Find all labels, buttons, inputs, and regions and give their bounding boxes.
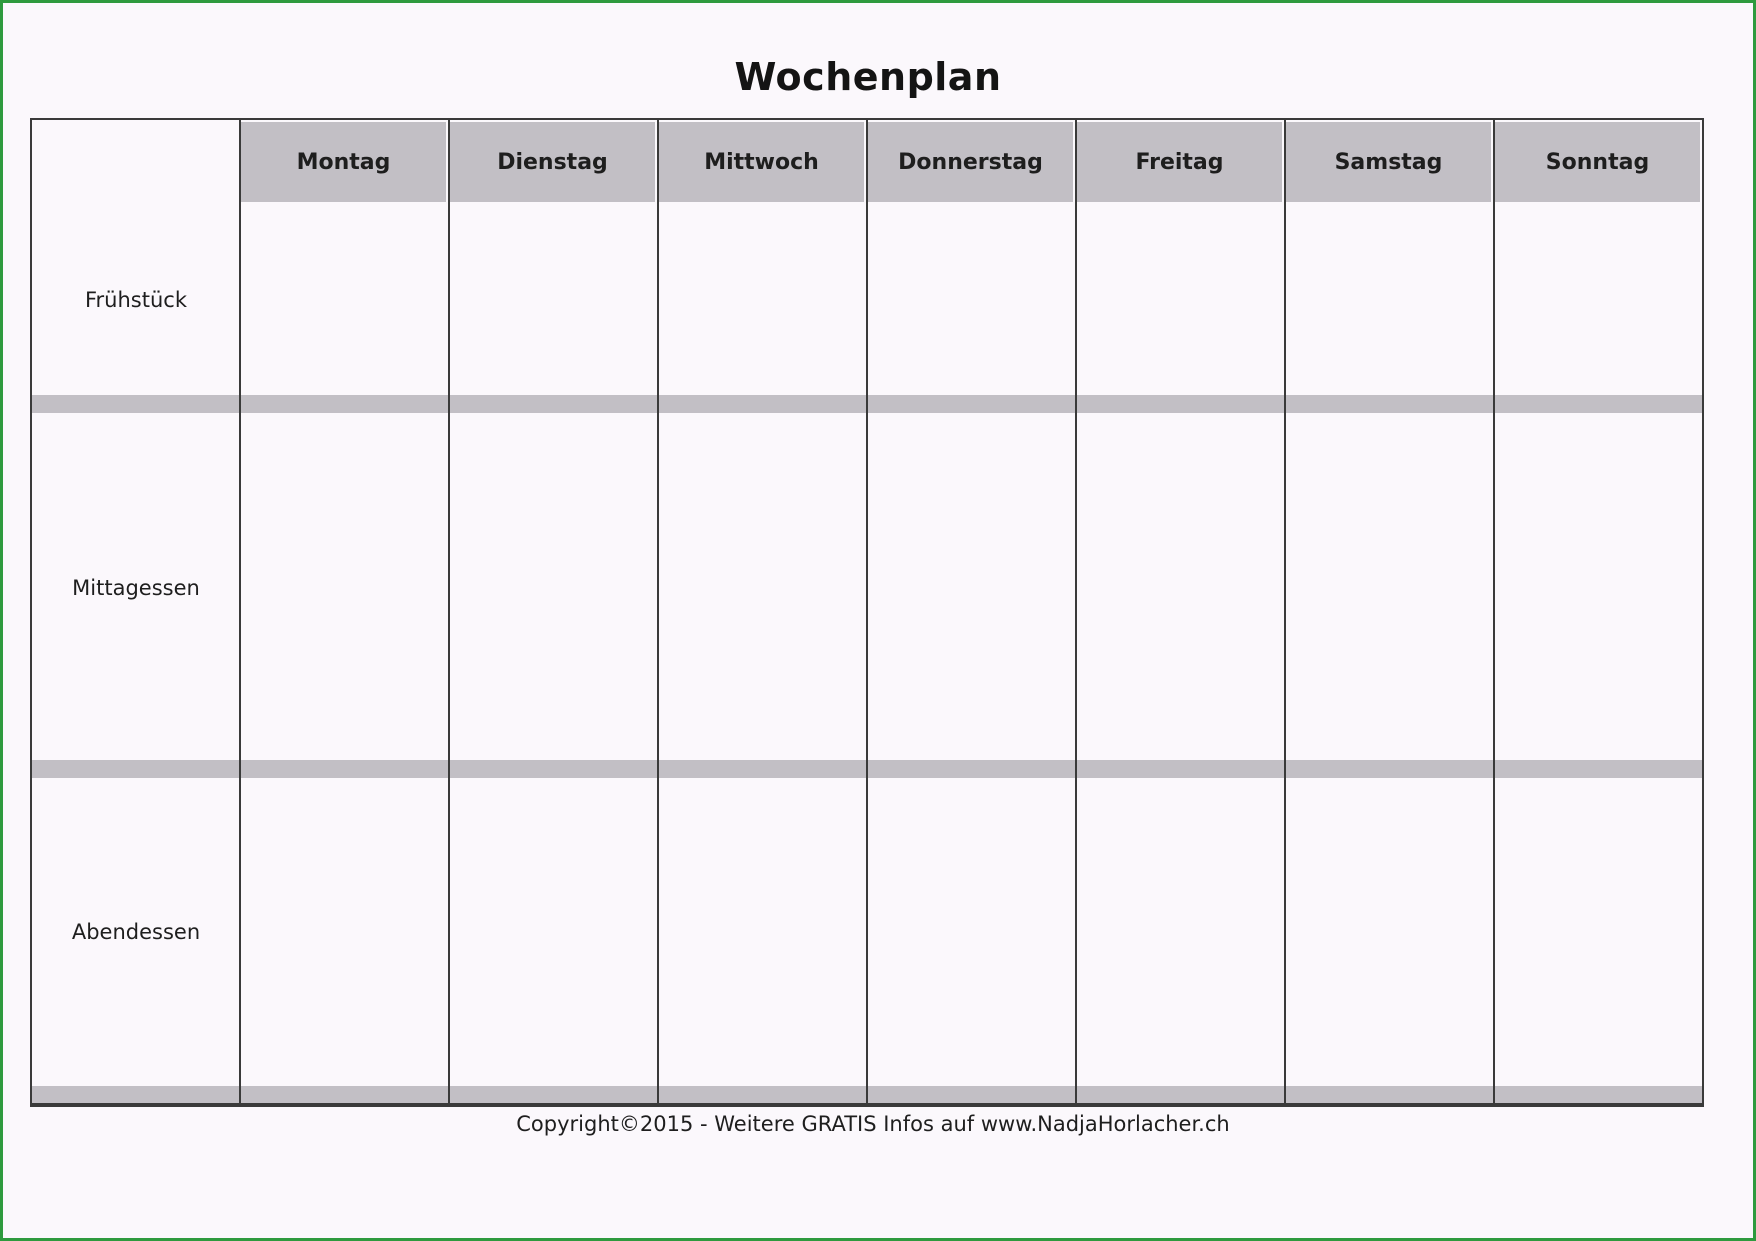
- column-divider: [1075, 120, 1077, 1105]
- copyright-footer: Copyright©2015 - Weitere GRATIS Infos auf www.NadjaHorlacher.ch: [516, 1112, 1230, 1136]
- table-bottom-border: [32, 1103, 1702, 1105]
- header-day-donnerstag: Donnerstag: [868, 122, 1073, 202]
- header-day-dienstag: Dienstag: [450, 122, 655, 202]
- header-day-samstag: Samstag: [1286, 122, 1491, 202]
- header-day-freitag: Freitag: [1077, 122, 1282, 202]
- column-divider: [866, 120, 868, 1105]
- column-divider: [448, 120, 450, 1105]
- header-day-mittwoch: Mittwoch: [659, 122, 864, 202]
- row-label-fruehstueck: Frühstück: [85, 288, 187, 312]
- row-label-mittagessen: Mittagessen: [72, 576, 200, 600]
- header-day-montag: Montag: [241, 122, 446, 202]
- page-title: Wochenplan: [734, 55, 1002, 99]
- column-divider: [1284, 120, 1286, 1105]
- weekly-plan-table: [30, 118, 1704, 1107]
- column-divider: [239, 120, 241, 1105]
- column-divider: [1493, 120, 1495, 1105]
- header-day-sonntag: Sonntag: [1495, 122, 1700, 202]
- row-label-abendessen: Abendessen: [71, 920, 201, 944]
- column-divider: [657, 120, 659, 1105]
